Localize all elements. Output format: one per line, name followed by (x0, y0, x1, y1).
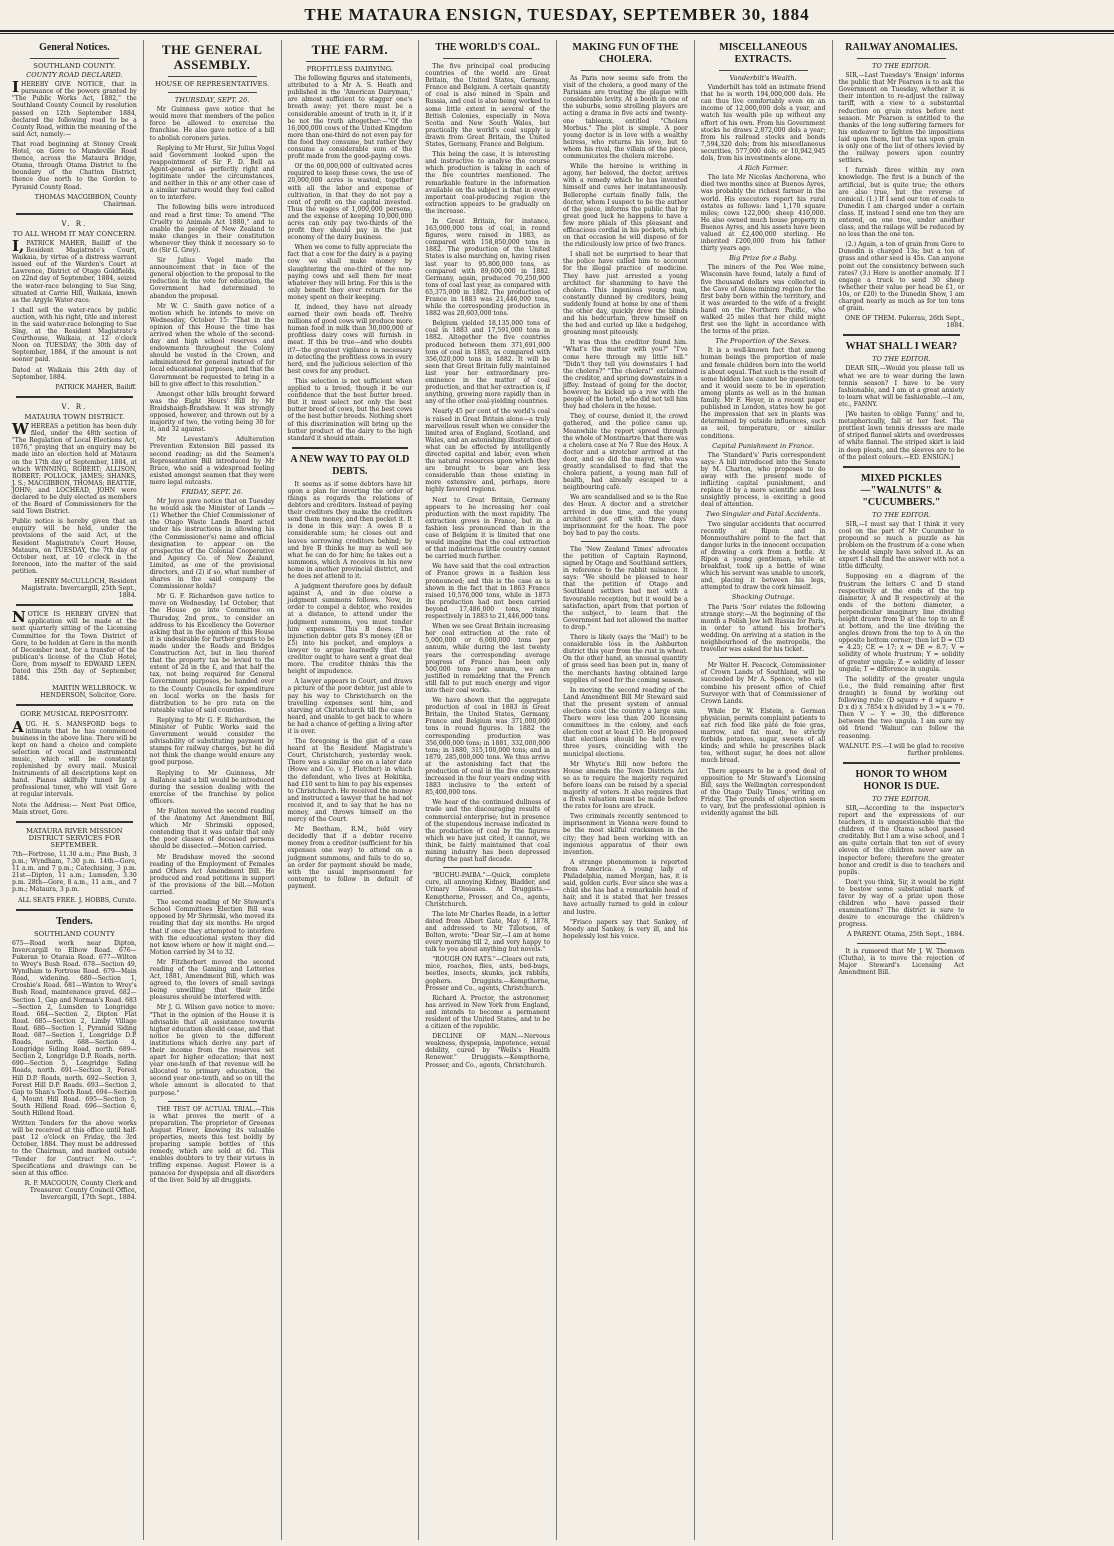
column-miscellaneous (695, 40, 833, 1540)
paragraph: AUG. H. S. MANSFORD begs to intimate that he has commenced business in the above line. There will be kept on hand a choice and complete selection of vocal and instrumental music, which will be constantly replenished by every mail. Musical Instruments of all descriptions kept on hand. Pianos skilfully tuned by a professional tuner, who will visit Gore at regular intervals. (12, 717, 137, 799)
paragraph: Mr Joyce gave notice that on Tuesday he would ask the Minister of Lands — (1) Whether the Chief Commissioner of the Otago Waste Lands Board acted under his instructions in allowing his (the Commissioner's) name and official designation to appear on the prospectus of the Colonial Cooperative and Agency Co. of New Zealand, Limited, as one of the provisional directors, and (2) if so, what number of shares in the said company the Commissioner holds? (149, 498, 275, 591)
paragraph: Belgium yielded 18,135,000 tons of coal in 1883 and 17,591,000 tons in 1882. Altogether the five countries produced between them 371,691,000 tons of coal in 1883, as compared with 356,020,000 tons in 1882. It will be seen that Great Britain fully maintained last year her extraordinary pre-eminence in the matter of coal production, and that her extraction is, if anything, growing more rapidly than in any of the other coal-yielding countries. (425, 320, 550, 406)
signature: PATRICK MAHER, Bailiff. (55, 383, 137, 391)
paragraph: Two criminals recently sentenced to imprisonment in Vienna were found to be the most skilful cracksmen in the city; they had been working with an ingenious apparatus of their own invention. (563, 813, 688, 856)
paragraph: The following bills were introduced and read a first time: To amend "The Cruelty to Animals Act 1880," and to enable the people of New Zealand to make changes in their constitution whenever they think it necessary so to do (Sir G. Grey). (149, 204, 275, 254)
divider (857, 58, 947, 59)
paragraph: I shall not be surprised to hear that the police have called him to account for the illegal practice of medicine. They have just arrested a young architect for shamming to have the cholera. This ingenious young man, constantly dunned by creditors, being suddenly found at home by one of them the other day, quickly drew the blinds and his bedcurtain, threw himself on the bed and curled up like a hedgehog, groaning most piteously. (563, 251, 688, 337)
signature: THOMAS MACGIBBON, County Chairman. (34, 193, 137, 208)
masthead-rule (0, 33, 1114, 34)
column-worlds-coal (419, 40, 557, 1540)
paragraph: Note the Address:— Next Post Office, Main street, Gore. (12, 801, 137, 816)
subheading: PROFITLESS DAIRYING. (306, 65, 394, 73)
section-heading: MIXED PICKLES—"WALNUTS" & "CUCUMBERS." (860, 472, 943, 508)
paragraph: Mr Beetham, R.M., held very decidedly that if a debtor receive money from a creditor (sufficient for his expenses one way) to attend on a judgment summons, and fails to do so, an order for payment should be made, with the usual imprisonment for contempt to follow in default of payment. (287, 826, 413, 890)
paragraph: It was thus the creditor found him. "What's the matter with you?" "I've come here through my little bill." "Didn't they tell you downstairs I had the cholera?" "The cholera!" exclaimed the creditor, and sprung downstairs in a jiffey. Instead of going for the doctor, however, he kicked up a row with the people of the hotel, who did not tell him they had cholera in the house. (563, 339, 688, 411)
paragraph: SIR,—Last Tuesday's 'Ensign' informs the public that Mr Pearson is to ask the Government on Tuesday, whether it is their intention to re-adjust the railway tariff, with a view to a substantial reduction on grain rates before next season. Mr Pearson is entitled to the thanks of the long suffering farmers for his endeavor to lighten the impositions laid upon them, but the tax upon grain is only one of the list of others levied by the railway powers upon country settlers. (838, 72, 965, 165)
section-heading: RAILWAY ANOMALIES. (845, 42, 958, 53)
paragraph: We hear of the continued dullness of trade and the discouraging results of commercial enterprise; but in presence of the stupendous increase indicated in the production of coal by the figures which we have just cited, it cannot, we think, be fairly maintained that coal mining industry has been depressed during the past half decade. (425, 799, 550, 864)
paragraph: "Frisco papers say that Sankey, of Moody and Sankey, is very ill, and his hopelessly lost his voice. (563, 918, 688, 940)
newspaper-columns (6, 40, 1108, 1540)
column-general-notices (6, 40, 144, 1540)
divider (16, 909, 133, 911)
paragraph: DEAR SIR,—Would you please tell us what we are to wear during the lawn tennis season? I have to be very fashionable, and I am at a great anxiety to learn what will be fashionable.—I am, etc., FANNY. (838, 365, 965, 408)
paragraph: They, of course, denied it, the crowd gathered, and the police came up. Meanwhile the report spread through the whole of Montmartre that there was a cholera case at No 7 Rue des Houx. A doctor and a stretcher arrived at the door, and so did the mayor, who was greatly scandalised to find that the cholera patient, a young man full of health, had already escaped to a neighbouring café. (563, 413, 688, 492)
paragraph: SIR,—I must say that I think it very cool on the part of Mr Cucumber to propound so much a puzzle as his problem on the frustrum of a cone when he should simply have solved it. As an expert I shall find the answer with not a little difficulty. (838, 520, 965, 571)
divider (443, 867, 532, 868)
notice-title: TO ALL WHOM IT MAY CONCERN. (12, 229, 136, 238)
divider (16, 704, 133, 706)
royal-crest-label: V. R. (61, 219, 88, 228)
subheading: Big Prize for a Baby. (729, 254, 798, 263)
divider (16, 821, 133, 823)
section-heading: Tenders. (56, 915, 93, 927)
section-heading: WHAT SHALL I WEAR? (845, 341, 958, 353)
paragraph: In Great Britain, for instance, 163,000,000 tons of coal, in round figures, were raised in 1883, as compared with 158,850,000 tons in 1882. The production of the United States is also marching on, having risen last year to 95,800,000 tons, as compared with 89,600,000 in 1882. Germany, again, produced 70,250,000 tons of coal last year, as compared with 65,375,000 in 1882. The production of France in 1883 was 21,446,000 tons, while the corresponding production in 1882 was 20,603,000 tons. (425, 217, 550, 318)
paragraph: Replying to Mr G. F. Richardson, the Minister of Public Works said the Government would consider the advisability of substituting payment by stamps for railway charges, but he did not think the change would ensure any good purpose. (149, 716, 275, 767)
date-subheading: FRIDAY, SEPT. 26. (181, 487, 243, 496)
paragraph: Mr Fitzherbert moved the second reading of the Gaming and Lotteries Act, 1881, Amendment Bill, which was agreed to, the lovers of small savings being unwilling that their little pleasures should be interfered with. (149, 958, 275, 1002)
section-heading: A NEW WAY TO PAY OLD DEBTS. (290, 453, 410, 477)
signature: ALL SEATS FREE. J. HOBBS, Curate. (17, 896, 137, 904)
paragraph: The foregoing is the gist of a case heard at the Resident Magistrate's Court, Christchurch, yesterday week. There was a similar one on a later date (Howe and Co. v. J. Fletcher) in which the defendant, who lives at Hokitika, had £10 sent to him to pay his expenses to Christchurch. He received the money and instructed a lawyer that he had not received it, and to say that he has no money, and throws himself on the mercy of the Court. (287, 738, 413, 824)
paragraph: As Paris now seems safe from the visit of the cholera, a good many of the Parisians are treating the plague with considerable levity. At a booth in one of the suburbs, some strolling players are acting a drama in five acts and twenty-one tableaux, entitled "Cholera Morbus." The plot is simple. A poor young doctor is in love with a wealthy heiress, who returns his love, but to whom his rival, the villain of the piece, communicates the cholera microbe. (563, 75, 688, 161)
column-cholera (557, 40, 695, 1540)
paragraph: It is a well-known fact that among human beings the proportion of male and female children born into the world is about equal. That such is the result of some hidden law cannot be questioned; and it would seem to be in operation among plants as well as in the human family. Mr F. Heyer, in a recent paper published in London, states how he got the impression that sex in plants was determined by outside influences, such as soil, temperature, or similar conditions. (700, 347, 826, 440)
paragraph: Richard A. Proctor, the astronomer, has arrived in New York from England, and intends to become a permanent resident of the United States, and to be a citizen of the republic. (425, 994, 550, 1031)
paragraph: Mr Bradshaw moved the second reading of the Employment of Females and Others Act Amendment Bill. He produced and read petitions in support of the provisions of the bill.—Motion carried. (149, 853, 275, 897)
paragraph: Nearly 45 per cent of the world's coal is raised in Great Britain alone—a truly marvellous result when we consider the limited area of England, Scotland, and Wales, and an astonishing illustration of what can be effected by intelligently directed capital and labor, even when the natural resources upon which they are brought to bear are less considerable than those existing in more extensive and, perhaps, more highly favored regions. (425, 408, 550, 494)
paragraph: The miners of the Pee Wee mine, Wisconsin have found, lately a fund of five thousand dollars was collected in the Cave of Alene mining region for the first baby born within the territory, and it was awarded to the wife of a freight hand on the Northern Pacific, who walked 25 miles that her child might first see the light in accordance with the terms of the prize. (700, 264, 826, 336)
divider (843, 334, 961, 336)
paragraph: Next to Great Britain, Germany appears to be increasing her coal production with the most rapidity. The extraction grows in France, but in a fashion less pronounced than in the case of Belgium it is limited that one would imagine that the coal extraction of that industrious little country cannot be carried much further. (425, 496, 550, 561)
column-correspondence (833, 40, 971, 1540)
divider (581, 70, 670, 71)
paragraph: NOTICE IS HEREBY GIVEN that application will be made at the next quarterly sitting of the Licensing Committee for the Town District of Gore, to be holden at Gore in the month of December next, for a transfer of the publican's license of the Club Hotel, Gore, from myself to EDWARD LEEN. Dated this 25th day of September, 1884. (12, 608, 137, 683)
divider (30, 58, 119, 59)
paragraph: Mr Whyte's Bill now before the House amends the Town Districts Act so as to require the majority required before loans can be raised by a special majority of voters. It also requires that a fresh valuation must be made before the rates for loans are struck. (563, 760, 688, 811)
paragraph: This being the case, it is interesting and instructive to analyse the course which production is taking in each of the five countries mentioned. The remarkable feature in the information available on the subject is that in every important coal-producing region the extraction appears to be gradually on the increase. (425, 151, 550, 215)
divider (306, 61, 395, 62)
paragraph: A lawyer appears in Court, and draws a picture of the poor debtor, just able to pay his way to Christchurch on the travelling expenses sent him, and starving at Christchurch till the case is heard, and unable to get back to where he had a chance of getting a living after it is over. (287, 678, 413, 735)
divider (843, 762, 961, 764)
notice-title: MATAURA RIVER MISSION DISTRICT SERVICES FOR SEPTEMBER. (26, 826, 123, 849)
paragraph: Mr Fulton moved the second reading of the Anatomy Act Amendment Bill, which Mr Shrimski opposed, contending that it was unfair that only the poor classes of deceased persons should be dissected.—Motion carried. (149, 808, 275, 851)
paragraph: A judgment therefore goes by default against A, and in due course a judgment summons follows. Now, in order to compel a debtor, who resides at a distance, to attend under the judgment summons, you must tender him expenses. This B does. The injunction debtor gets B's money (£8 or £5) into his pocket, and employs a lawyer to argue learnedly that the creditor ought to have sent a great deal more. The creditor thinks this the height of impudence. (287, 583, 413, 676)
section-heading: THE GENERAL ASSEMBLY. (161, 42, 263, 72)
subheading: TO THE EDITOR. (872, 794, 931, 803)
paragraph: Written Tenders for the above works will be received at this office until half-past 12 o'clock on Friday, the 3rd October, 1884. They must be addressed to the Chairman, and marked outside "Tender for Contract No. —". Specifications and drawings can be seen at this office. (12, 1120, 137, 1177)
subheading: Capital Punishment in France. (712, 441, 815, 450)
divider (168, 1101, 257, 1102)
paragraph: Mr Guinness gave notice that he would move that members of the police force be allowed to exercise the franchise. He also gave notice of a bill to abolish coroners juries. (149, 106, 275, 142)
column-the-farm (282, 40, 420, 1540)
subheading: A Rich Farmer. (738, 164, 789, 173)
paragraph: The following figures and statements, attributed to a Mr A. S. Heath and published in the 'American Dairyman,' are almost sufficient to stagger one's breath away; yet there must be a considerable amount of truth in it, if it be not the truth altogether:—"Of the 16,000,000 cows of the United Kingdom more than one-third do not even pay for the food they consume, but rather they consume a considerable sum of the profit made from the good-paying cows. (287, 75, 413, 161)
divider (168, 76, 257, 77)
notice-subtitle: COUNTY ROAD DECLARED. (26, 71, 123, 80)
advertisement: "ROUGH ON RATS."—Clears out rats, mice, roaches, flies, ants, bed-bugs, beetles, insects, skunks, jack rabbits, gophers. Druggists.—Kempthorne, Prosser and Co., agents, Christchurch. (425, 956, 550, 992)
divider (292, 447, 409, 449)
subheading: TO THE EDITOR. (872, 355, 931, 364)
paragraph: The five principal coal producing countries of the world are Great Britain, the United States, Germany, France and Belgium. A certain quantity of coal is also mined in Spain and Russia, and coal is also being worked to some little extent in several of the British Colonies, especially in Nova Scotia and New South Wales, but practically the world's coal supply is drawn from Great Britain, the United States, Germany, France and Belgium. (425, 63, 550, 149)
paragraph: (2.) Again, a ton of grain from Gore to Dunedin is charged 13s; but a ton of grass and other seed is 45s. Can anyone point out the consistency between such rates? (3.) Here is another anomaly. If I engage a truck to send 30 sheep (whether their value per head be £1, or 10s, or £20) to the Dunedin Show, I am charged nearly as much as for ten tons of grain. (838, 241, 965, 313)
masthead (0, 0, 1114, 32)
paragraph: When we see Great Britain increasing her coal extraction at the rate of 5,000,000 or 6,000,000 tons per annum, while during the last twenty years the corresponding average progress of France has been only 500,000 tons per annum, we are justified in remarking that the French still fall to put much energy and vigor into their coal works. (425, 623, 550, 694)
paragraph: We have said that the coal extraction of France grows in a fashion less pronounced; and this is the case as is shown in the fact that in 1863 France raised 10,576,000 tons, while in 1873 the production had not been carried beyond 17,486,000 tons, rising respectively in 1883 to 21,446,000 tons. (425, 563, 550, 621)
paragraph: WHEREAS a petition has been duly filed, under the 48th section of "The Regulation of Local Elections Act, 1876," praying that an enquiry may be made into an election held at Mataura on the 17th day of September, 1884, at which WINNING, ROBERT; ALLISON, ROBERT; POLLOCK, JAMES; SHANKS, J. S.; MACGIBBON, THOMAS; BEATTIE, JOHN; and LOCHEAD, JOHN were declared to be duly elected as members of the Board of Commissioners for the said Town District. (12, 420, 137, 516)
column-general-assembly (144, 40, 282, 1540)
paragraph: It seems as if some debtors have hit upon a plan for inverting the order of things as regards the relations of debtors and creditors. Instead of paying their creditors they make the creditors send them money, and then pocket it. It is done in this way: A owes B a considerable sum; he closes out and leaves sorrowing creditors behind; by and bye B thinks he may as well see what he can do for him; he takes out a summons, which A receives in his new home in another provincial district, and he does not attend to it. (287, 480, 413, 580)
paragraph: I,PATRICK MAHER, Bailiff of the Resident Magistrate's Court, Waikaia, by virtue of a distress warrant issued out of the Warden's Court at Lawrence, District of Otago Goldfields, on 22nd day of September, 1884, seized the water-race belonging to Sue Sing, situated at Carrie Hill, Waikaia, known as the Argyle Water-race. (12, 236, 137, 304)
paragraph: Mr Walter H. Peacock, Commissioner of Crown Lands of Southland, will be succeeded by Mr A. Spence, who will combine his present office of Chief Surveyor with that of Commissioner of Crown Lands. (700, 662, 826, 705)
divider (443, 58, 532, 59)
section-heading: THE WORLD'S COAL. (435, 42, 540, 53)
paragraph: We are scandalised and so is the Rue des Houx. A doctor and a stretcher arrived in due time, and the young architect got off with three days' imprisonment for the hoax. The poor boy had to pay the costs. (563, 494, 688, 537)
paragraph: The second reading of Mr Steward's School Committees Election Bill was opposed by Mr Shrimski, who moved its reading that day six months. He urged that if once they attempted to interfere with the educational system they did not know where or how it might end.—Motion carried by 34 to 32. (149, 899, 275, 956)
signature: ONE OF THEM. Pukerau, 26th Sept., 1884. (844, 315, 965, 330)
paragraph: SIR,—According to the inspector's report and the expressions of our teachers, it is unquestionable that the children of the Otama school passed creditably. But I am a wise school, and I am quite certain that ten out of every eleven of the children never saw an inspector before; therefore the greater honor and credit is due to teachers and pupils. (838, 804, 965, 876)
paragraph: There appears to be a good deal of opposition to Mr Steward's Licensing Bill, says the Wellington correspondent of the Otago 'Daily Times,' writing on Friday. The grounds of objection seem to vary, but the professional opinion is evidently against the bill. (700, 767, 826, 818)
date-subheading: THURSDAY, SEPT. 26. (174, 96, 250, 105)
divider (719, 657, 808, 658)
paragraph: Mr J. G. Wilson gave notice to move: "That in the opinion of the House it is advisable that all assistance towards higher education should cease, and that notice be given to the different institutions which derive any part of their income from the reserves set apart for higher education; that next year one-tenth of that revenue will be allocated to primary education, the second year one-tenth, and so on till the whole amount is allocated to that purpose." (149, 1004, 275, 1097)
paragraph: There is likely (says the 'Mail') to be considerable loss in the Ashburton district this year from the rust in wheat. On the other hand, an unusual quantity of grass seed has been put in, many of the merchants having obtained large supplies of seed for the coming season. (563, 634, 688, 684)
subheading: TO THE EDITOR. (872, 62, 931, 70)
paragraph: We have shown that the aggregate production of coal in 1883 in Great Britain, the United States, Germany, France and Belgium was 371,000,000 tons in round figures. In 1882 the corresponding production was 356,000,000 tons; in 1881, 332,000,000 tons; in 1880, 315,100,000 tons; and in 1879, 285,000,000 tons. We thus arrive at the astonishing fact that the production of coal in the five countries increased in the four years ending with 1883 inclusive to the extent of 85,400,000 tons. (425, 697, 550, 797)
paragraph: If, indeed, they have not already earned their own heads off. Twelve millions of good cows will produce more human food in milk than 30,000,000 of profitless dairy cows will furnish in meat. If this be true—and who doubts it?—the greatest vigilance is necessary in detecting the profitless cows in every herd, and the judicious selection of the best cows for any product. (287, 304, 413, 375)
signature: MARTIN WELLBROCK. W. HENDERSON, Solicitor, Gore. (40, 685, 137, 700)
paragraph: In moving the second reading of the Land Amendment Bill Mr Steward said that the present system of annual elections cost the country a large sum. There were less than 200 licensing committees in the colony, and each election cost at least £10. He proposed that elections should be held every three years, coinciding with the municipal elections. (563, 686, 688, 758)
paragraph: While Dr W. Elstein, a German physician, permits complaint patients to eat rich food like pâté de foie gras, marrow, and fat meat, he strictly forbids potatoes, sugar, sweets of all kinds; and while he prescribes black tea, without sugar, he does not allow much bread. (700, 707, 826, 765)
advertisement: "BUCHU-PAIBA."—Quick, complete cure, all annoying Kidney, Bladder, and Urinary Diseases. At Druggists.—Kempthorne, Prosser, and Co., agents, Christchurch. (425, 872, 550, 908)
paragraph: That road beginning at Stoney Creek Hotel, on Gore to Mandeville Road thence, across the Mataura Bridge, Otama, through Otama District to the boundary of the Chatton District, thence due north to the Gordon to Pyramid County Road. (12, 140, 137, 191)
divider (168, 92, 257, 93)
paragraph: Of the 60,000,000 of cultivated acres required to keep these cows, the use of 20,000,000 acres is wasted, together with all the labor and expense of cultivation, in that they do not pay a cent of profit on the capital invested. Thus the wages of 1,000,000 persons, and the expense of keeping 10,000,000 acres can only pay two-thirds of the profit they should pay in the just economy of the dairy business. (287, 163, 413, 242)
paragraph: It is rumored that Mr J. W. Thomson (Clutha), is to move the rejection of Major Steward's Licensing Act Amendment Bill. (838, 947, 965, 976)
section-heading: MAKING FUN OF THE CHOLERA. (572, 42, 679, 65)
notice-title: SOUTHLAND COUNTY. (33, 62, 116, 70)
paragraph: Dated at Waikaia this 24th day of September, 1884. (12, 366, 137, 381)
paragraph: When we come to fully appreciate the fact that a cow for the dairy is a paying cow we shall make money by slaughtering the one-third of the non-paying cows and sell them for meat whatever they will bring. For this is the only benefit they ever return for the money spent on their keeping. (287, 244, 413, 301)
royal-crest-label: V. R. (61, 402, 88, 411)
divider (581, 541, 670, 542)
divider (857, 943, 947, 944)
paragraph: Replying to Mr Hurst, Sir Julius Vogel said Government looked upon the reappointment of Sir F. D. Bell as Agent-general as perfectly right and legitimate under the circumstances, and neither in this or any other case of a similar nature would they feel called on to interfere. (149, 144, 275, 202)
paragraph: 675—Road work near Dipton, Invercargill to Elbow Road. 676—Fukeran to Otaraia Road. 677—Wilton to Wrey's Bush Road. 678—Section 49, Wyndham to Fortrose Road. 679—Main Road, widening. 680—Section 1, Crosbie's Road. 681—Winton to Wrey's Bush Road, maintenance gravel. 682—Section 1, Gap and Norman's Road. 683—Section 2, Lumsden to Longridge Road. 684—Section 2, Dipton Flat Road. 685—Section 2, Limby Village Road. 686—Section 1, Pyramid Siding Road. 687—Section 1, Longridge D.P. Roads, north. 688—Section 4, Longridge Siding Road, north. 689—Section 2, Longridge D.P. Roads, north. 690—Section 5, Longridge Siding Roads, north. 691—Section 3, Forest Hill D.P. Roads, north. 692—Section 3, Forest Hill D.P. Roads. 693—Section 2, Gap to Shan's Tooth Road. 694—Section 4, Mount Hill Road. 695—Section 5, South Hillend Road. 696—Section 6, South Hillend Road. (12, 939, 137, 1117)
subheading: The Proportion of the Sexes. (715, 337, 811, 346)
signature: WALNUT. P.S.—I will be glad to receive further problems. (838, 742, 965, 757)
paragraph: The Paris 'Soir' relates the following strange story:—At the beginning of the month a Polish Jew left Russia for Paris, in order to attend his brother's wedding. On arriving at a station in the neighbourhood of the metropolis, the traveller was asked for his ticket. (700, 603, 826, 654)
paragraph: While the heroine is writhing in agony, her beloved, the doctor, arrives with a remedy which he has invented himself and cures her instantaneously. Bellerophe curtain finally falls, the doctor, whom I suspect to be the author of the piece, informs the public that by great good luck he happens to have a few more phials of this pleasant and efficacious cordial in his pockets, which on that occasion he will dispose of for the ridiculously low price of two francs. (563, 163, 688, 249)
paragraph: IHEREBY GIVE NOTICE, that in pursuance of the powers granted by "The Public Works Act, 1882," the Southland County Council by resolution passed on 12th September 1884, declared the following road to be a County Road, within the meaning of the said Act, namely:— (12, 78, 137, 138)
paragraph: Replying to Mr Guinness, Mr Ballance said a bill would be introduced during the session dealing with the exercise of the franchise by police officers. (149, 769, 275, 805)
paragraph: Amongst other bills brought forward was the Eight Hours' Bill by Mr Braidshaigh-Bradshaw. It was strongly opposed, however, and thrown out by a majority of two, the voting being 30 for it, and 32 against. (149, 390, 275, 434)
subheading: Shocking Outrage. (731, 593, 795, 602)
paragraph: [We hasten to oblige 'Fanny,' and to, metaphorically, fall at her feet. The prettiest lawn tennis dresses are made of striped flannel skirts and overdresses of white flannel. The striped skirt is laid in deep pleats, and the sleeves are to be of the palest colours.—ED. ENSIGN.] (838, 411, 965, 461)
paragraph: The 'New Zealand Times' advocates the petition of Captain Raymond, signed by Otago and Southland settlers, in reference to the rabbit nuisance. It says: "We should be pleased to hear that the petition of Otago and Southland settlers had met with a favourable reception, but it would be a satisfaction, apart from that portion of the subject, to learn that the Government had not allowed the matter to drop." (563, 545, 688, 631)
subheading: HOUSE OF REPRESENTATIVES. (155, 80, 270, 88)
paragraph: Sir Julius Vogel made the announcement that in face of the general objection to the proposal to the reduction in the vote for education, the Government had determined to abandon the proposal. (149, 257, 275, 300)
paragraph: This selection is not sufficient when applied to a breed, though it be our confidence that the best butter breed. But it must select not only the best butter breed of cows, but the best cows of the best butter breeds. Nothing short of this discrimination will bring up the butter product of the dairy to the high standard it should attain. (287, 377, 413, 442)
divider (16, 396, 133, 398)
paragraph: Don't you think, Sir, it would be right to bestow some substantial mark of favor by way of a prize upon those children who have passed their examinations? The district is sure to desire to encourage the children's progress. (838, 878, 965, 929)
notice-title: GORE MUSICAL REPOSITORY. (20, 710, 129, 719)
paragraph: 7th—Fortrose, 11.30 a.m.; Pine Bush, 3 p.m.; Wyndham, 7.30 p.m. 14th—Gore, 11 a.m. and 7 p.m.; Catechising, 3 p.m. 21st—Dipton, 11 a.m.; Lumsden, 3.30 p.m. 28th—Gore, 8 a.m., 11 a.m., and 7 p.m.; Mataura, 3 p.m. (12, 851, 137, 894)
paragraph: Public notice is hereby given that an enquiry will be held, under the provisions of the said Act, at the Resident Magistrate's Court House, Mataura, on TUESDAY, the 7th day of October next, at 10 o'clock in the forenoon, into the matter of the said petition. (12, 518, 137, 575)
paragraph: Mr G. F. Richardson gave notice to move on Wednesday, 1st October, that the House go into Committee on Thursday, 2nd prox., to consider an address to his Excellency the Governor asking that in the opinion of this House it is undesirable for further grants to be made under the Roads and Bridges Construction Act, but in lieu thereof that the property tax be levied to the extent of 2d in the £, and that half the tax, not being required for General Government purposes, be handed over to the County Councils for expenditure on local works on the basis for distribution to be pro rata on the rateable value of said counties. (149, 593, 275, 714)
paragraph: Two singular accidents that occurred recently at Ripon and in Monmouthshire point to the fact that danger lurks in the innocent occupation of drawing a cork from a bottle. At Ripon a young gentleman, while at breakfast, took up a bottle of wine which his servant was unable to uncork, and, placing it between his legs, attempted to draw the cork himself. (700, 520, 826, 592)
paragraph: The 'Standard's' Paris correspondent says: A bill introduced into the Senate by M. Charton, who proposes to do away with the present mode of inflicting capital punishment, and replace it by a more scientific and less unsightly process, is exciting a good deal of attention. (700, 451, 826, 509)
paragraph: A strange phenomenon is reported from America. A young lady of Philadelphia, named Morgan, has, it is said, golden curls. Ever since she was a child she has had a remarkable head of hair, and it is stated that her tresses have actually turned to gold in colour and lustre. (563, 858, 688, 916)
masthead-title: THE MATAURA ENSIGN, TUESDAY, SEPTEMBER 30, 1884 (304, 5, 810, 24)
section-heading: HONOR TO WHOM HONOR IS DUE. (855, 768, 948, 792)
notice-title: SOUTHLAND COUNTY (33, 929, 115, 938)
paragraph: Mr Levestam's Adulteration Prevention Extension Bill passed its second reading; as did the Seamen's Representation Bill introduced by Mr Bruce, who said a widespread feeling existed amongst seamen that they were mere legal outcasts. (149, 436, 275, 486)
subheading: Vanderbilt's Wealth. (729, 74, 797, 82)
advertisement: THE TEST OF ACTUAL TRIAL.—This is what proves the merit of a preparation. The proprietor of Greenes August Flower, knowing its valuable properties, meets this test boldly by preparing sample bottles of this remedy, which are sold at 6d. This enables doubters to try their virtues in trifling expense. August Flower is a panacea for dyspepsia and all disorders of the liver. Sold by all druggists. (149, 1105, 275, 1184)
advertisement: DECLINE OF MAN.—Nervous weakness, dyspepsia, impotence, sexual debility, cured by "Wells's Health Renewer." Druggists.—Kempthorne, Prosser, and Co., agents, Christchurch. (425, 1033, 550, 1069)
notice-title: MATAURA TOWN DISTRICT. (24, 412, 125, 421)
paragraph: The solidity of the greater ungula (i.e., the fluid remaining after first draught) is found by working out following rule: (D square + d square + D x d) x .7854 x h divided by 3 = x = 70. Then V − Y = 30, the difference between the two ungula. I am sure my old friend 'Walnut' can follow the reasoning. (838, 675, 965, 740)
section-heading: MISCELLANEOUS EXTRACTS. (719, 42, 808, 65)
divider (719, 70, 808, 71)
paragraph: I furnish three within my own knowledge. The first is a bunch of the artificial, but is quite true; the others are also true, but the reverse of comical. (1.) If I send our ton of coals to Dunedin I am charged under a certain class. If, instead I send one ton they are entered, on one tree, under another class, and the railage will be reduced by no less than the one ton. (838, 167, 965, 239)
section-heading: THE FARM. (311, 42, 389, 57)
signature: HENRY McCULLOCH, Resident Magistrate. Invercargill, 25th Sept., 1884. (21, 578, 137, 600)
paragraph: Mr W. C. Smith gave notice of a motion which he intends to move on Wednesday, October 15: "That in the opinion of this House the time has arrived when the whole of the second-day and high school reserves and endowments throughout the Colony should be vested in the Crown, and administered for general instead of for local educational purposes, and that the Government be requested to bring in a bill to give effect to this resolution." (149, 302, 275, 388)
divider (16, 213, 133, 215)
paragraph: The late Mr Nicolas Anchorena, who died two months since at Buenos Ayres, was probably the richest farmer in the world. His executors report his rural estates as follows: land 1,170 square miles; cows 122,000; sheep 410,000. He also owned much house property in Buenos Ayres, and his assets have been valued at £2,400,000 sterling. He inherited £200,000 from his father thirty years ago. (700, 174, 826, 253)
paragraph: Supposing on a diagram of the frustrum the letters C and D stand respectively at the ends of the top diameter, A and B respectively at the ends of the bottom diameter, a perpendicular imaginary line dividing height drawn from D at the top to an E at bottom, and the line dividing the angles drawn from the top to A on the opposite bottom corner; then let D = CD = 4.25; CE = 17; x = DE = 8.7; V = solidity of whole frustrum; Y = solidity of greater ungula; Z = solidity of lesser ungula; T = difference in ungula. (838, 573, 965, 673)
section-heading: General Notices. (39, 42, 110, 53)
divider (16, 604, 133, 606)
subheading: TO THE EDITOR. (872, 510, 931, 519)
paragraph: Vanderbilt has told an intimate friend that he is worth 194,000,000 dols. He can thus live comfortably even on an income of 12,000,000 dols a year, and watch his wealth pile up without any effort of his own. From his Government stocks he draws 2,872,000 dols a year; from his railroad stocks and bonds 7,594,320 dols; from his miscellaneous securities, 577,000 dols; or 10,942,945 dols, from his investments alone. (700, 84, 826, 163)
paragraph: The late Mr Charles Reade, in a letter dated from Albert Gate, May 6, 1878, and addressed to Mr Tillotson, of Bolton, wrote: "Dear Sir,—I am at home every morning till 2, and very happy to talk to you about anything but novels." (425, 910, 550, 954)
paragraph: I shall sell the water-race by public auction, with his right, title and interest in the said water-race belonging to Sue Sing, at the Resident Magistrate's Courthouse, Waikaia, at 12 o'clock Noon on TUESDAY, the 30th day of September, 1884, if the amount is not sooner paid. (12, 306, 137, 364)
subheading: Two Singular and Fatal Accidents. (705, 510, 821, 519)
signature: R. P. MACGOUN, County Clerk and Treasurer. County Council Office, Invercargill, 17th Sept., 1884. (24, 1179, 137, 1202)
divider (843, 466, 961, 468)
signature: A PARENT. Otama, 25th Sept., 1884. (846, 931, 965, 939)
